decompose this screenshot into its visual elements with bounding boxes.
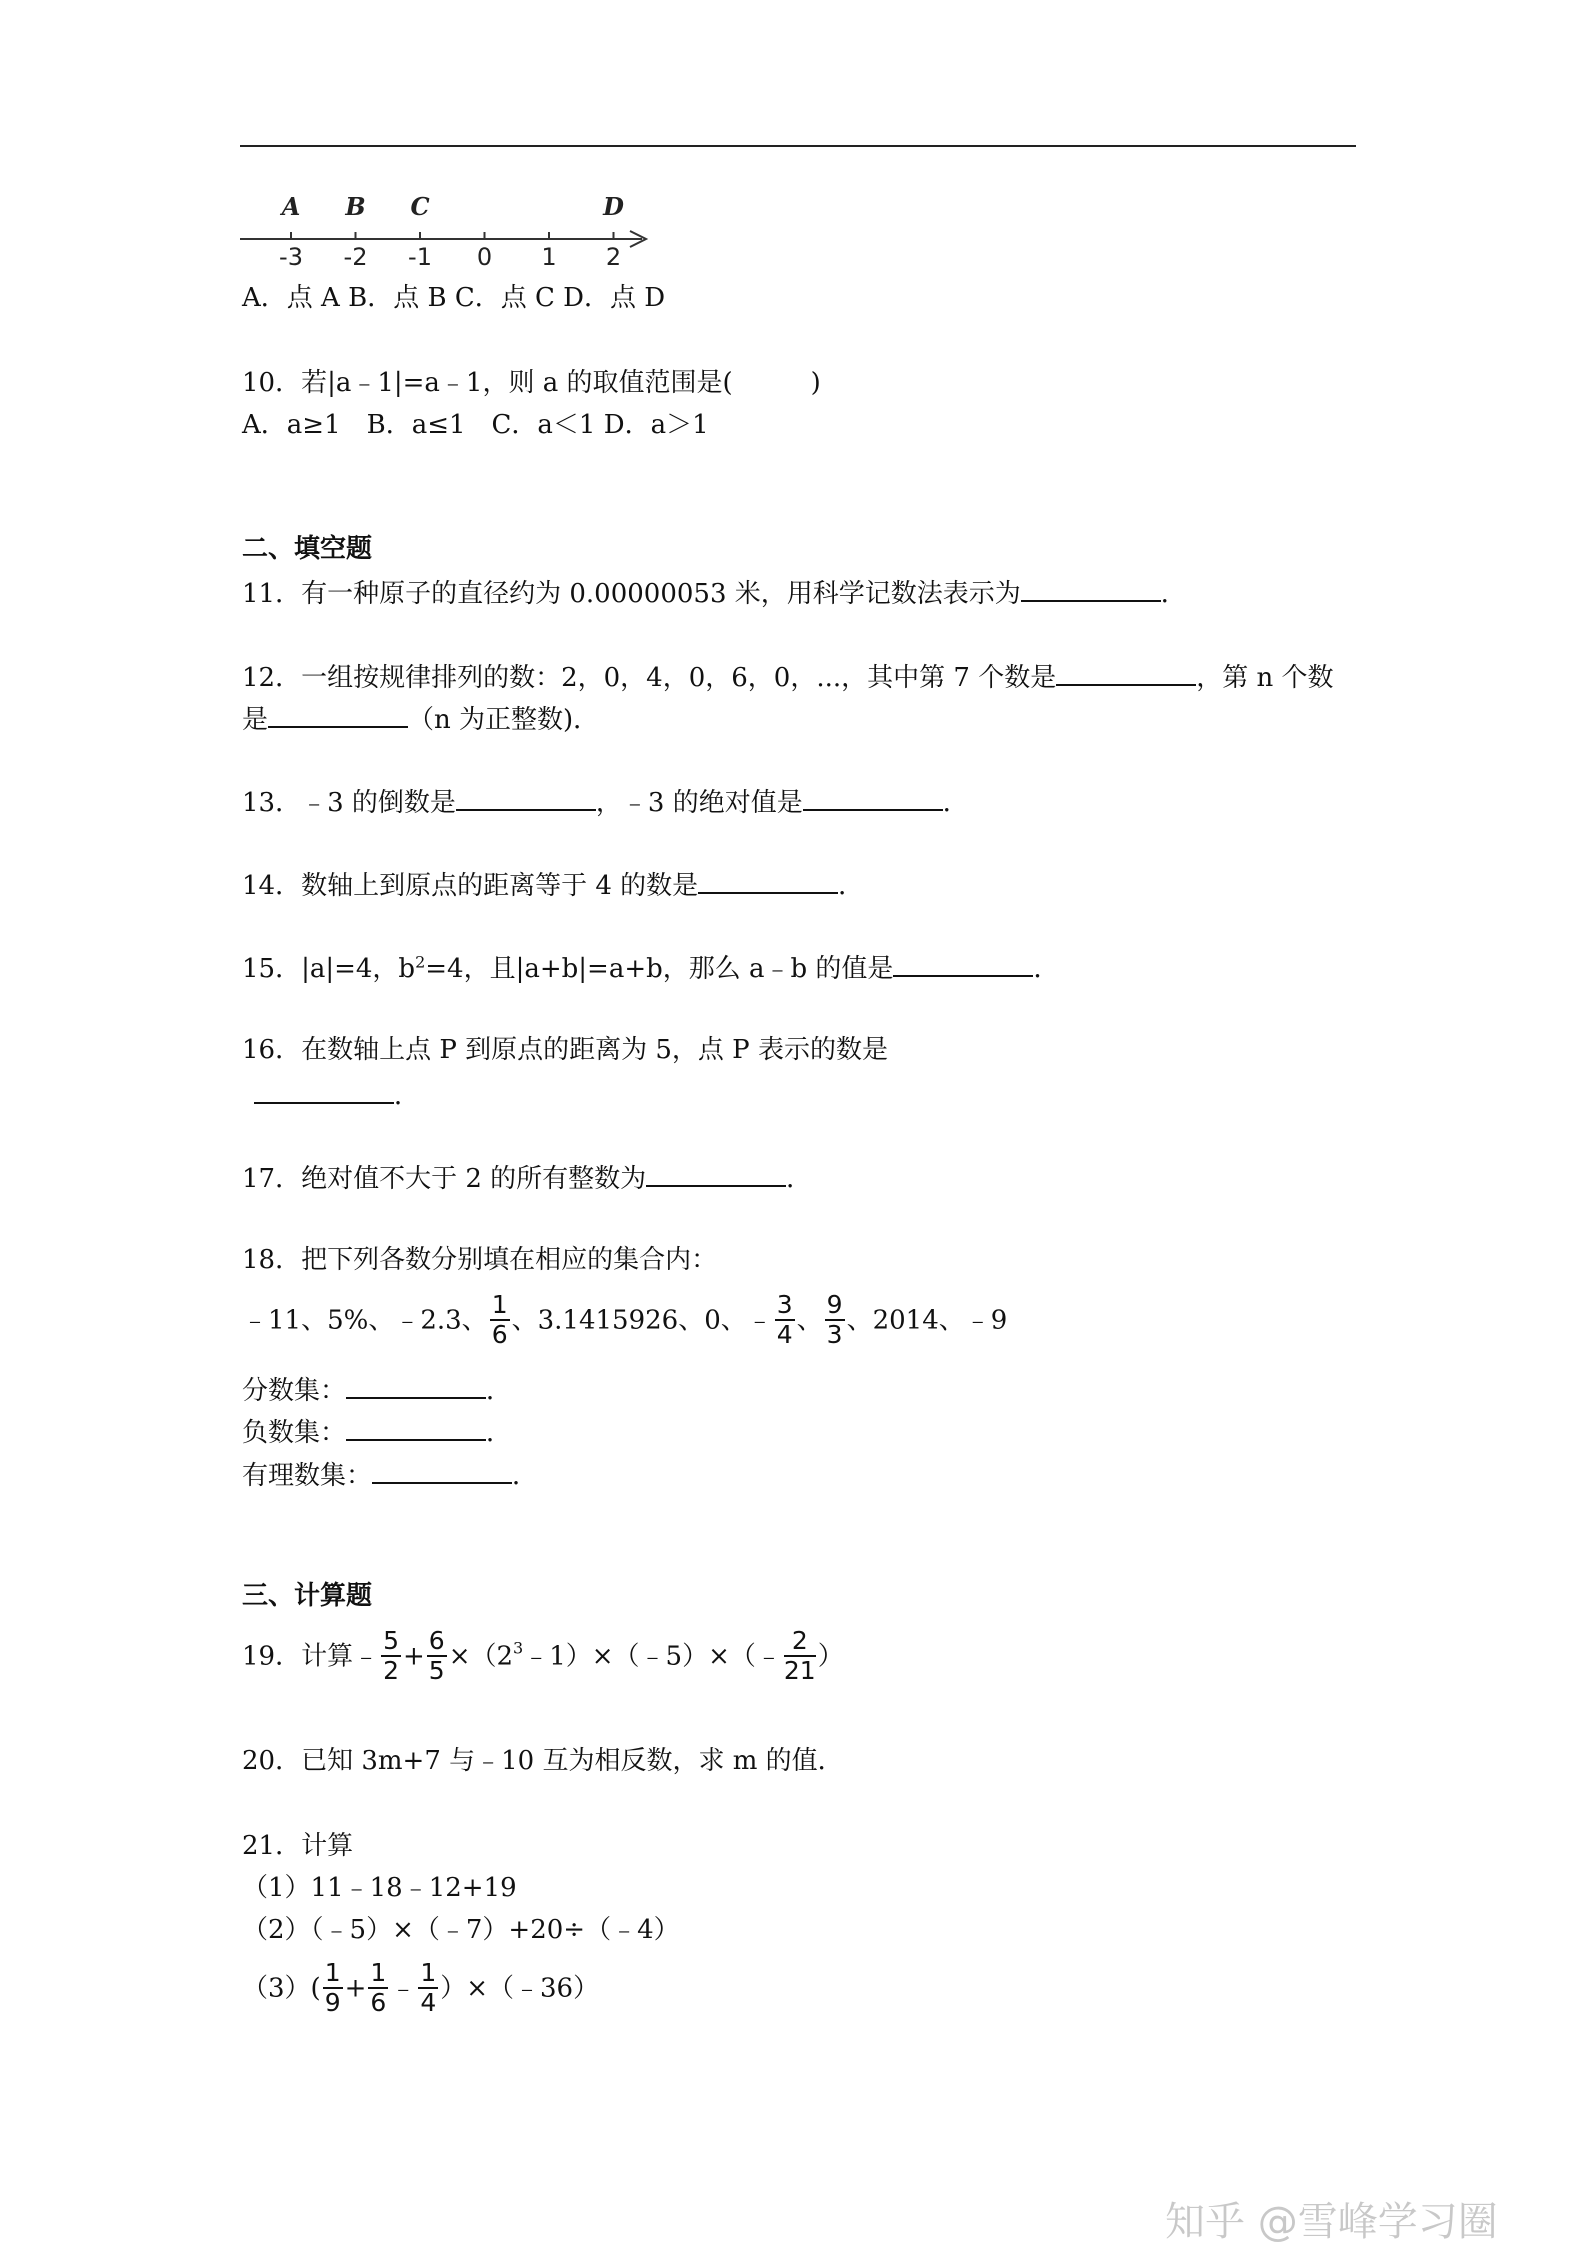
fraction-2-21: $\frac{2}{21}$ [783,1626,816,1686]
number-line [238,185,658,275]
answer-blank[interactable] [456,787,596,811]
q11: 11．有一种原子的直径约为 0.00000053 米，用科学记数法表示为 ． [242,579,1187,609]
q18: 18．把下列各数分别填在相应的集合内： [242,1245,718,1275]
answer-blank[interactable] [1021,578,1161,602]
fraction-3-4: $\frac{3}{4}$ [776,1290,793,1350]
answer-blank[interactable] [254,1080,394,1104]
fraction-1-9: $\frac{1}{9}$ [324,1958,341,2018]
q15: 15．|a|=4，$b^2=4$，且|a+b|=a+b，那么 a﹣b 的值是 ． [242,952,1060,984]
point-label-a: A [281,192,301,221]
point-label-b: B [345,192,366,221]
q21-part2: （2）（﹣5）×（﹣7）+20÷（﹣4） [242,1915,680,1945]
tick-label: -2 [343,243,368,271]
section3-title: 三、计算题 [242,1581,373,1611]
fraction-9-3: $\frac{9}{3}$ [826,1290,843,1350]
q10-stem: 10．若|a﹣1|=a﹣1，则 a 的取值范围是( ) [242,368,821,398]
answer-blank[interactable] [803,787,943,811]
point-label-c: C [410,192,430,221]
answer-blank[interactable] [372,1460,512,1484]
point-label-d: D [603,192,624,221]
q18-set-negative: 负数集： ． [242,1418,513,1448]
q19: 19．计算﹣ $\frac{5}{2}$ + $\frac{6}{5}$ $\times(2^3﹣1)\times(﹣5)\times(﹣$ $\frac{2}{21}$ ） [242,1626,844,1686]
fraction-1-4: $\frac{1}{4}$ [420,1958,437,2018]
answer-blank[interactable] [346,1375,486,1399]
q9-options: A．点 A B．点 B C．点 C D．点 D [242,283,666,313]
q12-line1: 12．一组按规律排列的数：2，0，4，0，6，0，...，其中第 7 个数是 ，第 n 个数 [242,663,1334,693]
q18-numbers: ﹣11、5%、﹣2.3、 $\frac{1}{6}$ 、3.1415926、0、﹣ $\frac{3}{4}$ 、 $\frac{9}{3}$ 、2014、﹣9 [242,1290,1008,1350]
q21-part3: （3）( $\frac{1}{9}$ + $\frac{1}{6}$ ﹣ $\frac{1}{4}$ ）×（﹣36） [242,1958,600,2018]
fraction-1-6: $\frac{1}{6}$ [491,1290,508,1350]
q21-title: 21．计算 [242,1831,354,1861]
q18-set-rational: 有理数集： ． [242,1461,539,1491]
q18-set-fraction: 分数集： ． [242,1376,513,1406]
q20: 20．已知 3m+7 与﹣10 互为相反数，求 m 的值． [242,1746,844,1776]
tick-label: -3 [279,243,303,271]
q12-line2: 是 （n 为正整数)． [242,705,600,735]
fraction-1-6: $\frac{1}{6}$ [370,1958,387,2018]
tick-label: -1 [408,243,432,271]
q14: 14．数轴上到原点的距离等于 4 的数是 ． [242,871,865,901]
answer-blank[interactable] [268,704,408,728]
header-rule [240,145,1356,147]
tick-label: 1 [541,243,557,271]
q16-answer: ． [254,1080,420,1109]
answer-blank[interactable] [698,870,838,894]
q21-part1: （1）11﹣18﹣12+19 [242,1873,517,1903]
answer-blank[interactable] [893,953,1033,977]
answer-blank[interactable] [646,1163,786,1187]
q13: 13．﹣3 的倒数是 ，﹣3 的绝对值是 ． [242,788,969,818]
tick-label: 0 [476,243,493,271]
q16: 16．在数轴上点 P 到原点的距离为 5，点 P 表示的数是 [242,1035,888,1065]
fraction-5-2: $\frac{5}{2}$ [383,1626,399,1686]
answer-blank[interactable] [1056,662,1196,686]
tick-label: 2 [605,243,622,271]
section2-title: 二、填空题 [242,534,373,564]
zhihu-watermark: 知乎 @雪峰学习圈 [1165,2199,1498,2245]
fraction-6-5: $\frac{6}{5}$ [428,1626,445,1686]
answer-blank[interactable] [346,1417,486,1441]
q17: 17．绝对值不大于 2 的所有整数为 ． [242,1164,813,1194]
q10-options: A．a≥1 B．a≤1 C．a＜1 D．a＞1 [242,410,709,440]
